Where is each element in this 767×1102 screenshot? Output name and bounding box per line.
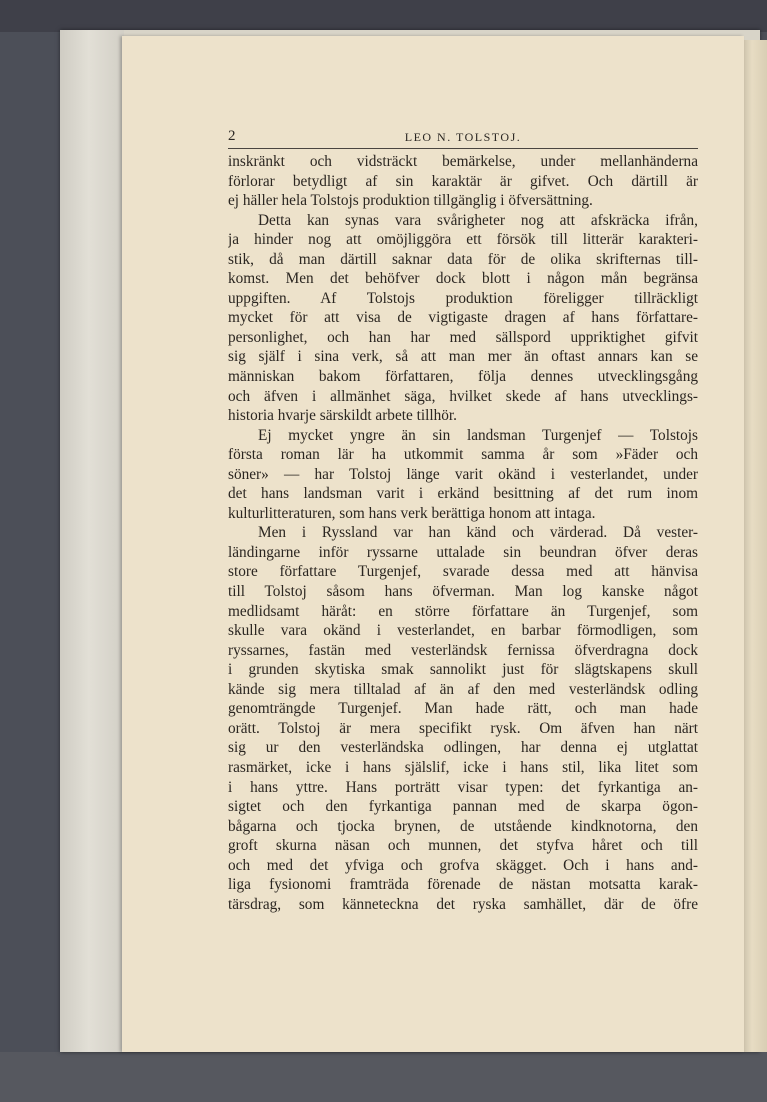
text-line: kulturlitteraturen, som hans verk berättiga honom att intaga. (228, 504, 596, 522)
text-line: orätt. Tolstoj är mera specifikt rysk. Om äfven han närt (228, 719, 698, 737)
text-line: sig ur den vesterländska odlingen, har denna ej utglattat (228, 739, 698, 757)
page-number: 2 (228, 128, 236, 144)
text-line: första roman lär ha utkommit samma år som »Fäder och (228, 446, 698, 464)
text-line: människan bakom författaren, följa dennes utvecklingsgång (228, 368, 698, 386)
text-line: sig själf i sina verk, så att man mer än oftast annars kan se (228, 348, 698, 366)
text-line: tärsdrag, som känneteckna det ryska samhället, där de öfre (228, 895, 698, 913)
text-line: liga fysionomi framträda förenade de nästan motsatta karak- (228, 876, 698, 894)
body-text (228, 152, 698, 914)
text-line: det hans landsman varit i erkänd besittning af det rum inom (228, 485, 698, 503)
text-line: till Tolstoj såsom hans öfverman. Man log kanske något (228, 583, 698, 601)
text-line: rasmärket, icke i hans själslif, icke i hans stil, lika litet som (228, 758, 698, 776)
running-title: LEO N. TOLSTOJ. (404, 130, 522, 144)
text-line: historia hvarje särskildt arbete tillhör. (228, 407, 457, 425)
text-line: stik, då man därtill saknar data för de olika skrifternas till- (228, 250, 698, 268)
scanner-backdrop-bottom (0, 1052, 767, 1102)
text-line: i grunden skytiska smak sannolikt just för slägtskapens skull (228, 661, 698, 679)
text-line: Detta kan synas vara svårigheter nog att afskräcka ifrån, (258, 211, 698, 229)
text-line: store författare Turgenjef, svarade dessa med att hänvisa (228, 563, 698, 581)
text-line: personlighet, och han har med sällspord uppriktighet gifvit (228, 328, 698, 346)
text-line: förlorar betydligt af sin karaktär är gifvet. Och därtill är (228, 172, 698, 190)
text-line: Men i Ryssland var han känd och värderad. Då vester- (258, 524, 698, 542)
text-line: inskränkt och vidsträckt bemärkelse, under mellanhänderna (228, 153, 698, 170)
cover-edge-strip (60, 30, 124, 1052)
running-header (228, 128, 698, 149)
text-line: groft skurna näsan och munnen, det styfva håret och till (228, 837, 698, 855)
text-line: kände sig mera tilltalad af än af den med vesterländsk odling (228, 680, 698, 698)
text-line: mycket för att visa de vigtigaste dragen af hans författare- (228, 309, 698, 327)
text-line: söner» — har Tolstoj länge varit okänd i vesterlandet, under (228, 465, 698, 483)
text-line: genomträngde Turgenjef. Man hade rätt, och man hade (228, 700, 698, 718)
page-right-edge (742, 40, 767, 1052)
text-line: Ej mycket yngre än sin landsman Turgenjef — Tolstojs (258, 426, 698, 444)
text-line: och äfven i allmänhet säga, hvilket skede af hans utvecklings- (228, 387, 698, 405)
text-line: uppgiften. Af Tolstojs produktion föreligger tillräckligt (228, 289, 698, 307)
text-line: ryssarnes, fastän med vesterländsk fernissa öfverdragna dock (228, 641, 698, 659)
text-line: ej häller hela Tolstojs produktion tillgänglig i öfversättning. (228, 192, 593, 210)
text-line: ja hinder nog att omöjliggöra ett försök till litterär karakteri- (228, 231, 698, 249)
text-line: sigtet och den fyrkantiga pannan med de skarpa ögon- (228, 798, 698, 816)
text-line: i hans yttre. Hans porträtt visar typen: det fyrkantiga an- (228, 778, 698, 796)
text-line: ländingarne inför ryssarne uttalade sin beundran öfver deras (228, 543, 698, 561)
text-line: komst. Men det behöfver dock blott i någon mån begränsa (228, 270, 698, 288)
text-line: skulle vara okänd i vesterlandet, en barbar förmodligen, som (228, 622, 698, 640)
text-line: och med det yfviga och grofva skägget. Och i hans and- (228, 856, 698, 874)
text-line: medlidsamt häråt: en större författare än Turgenjef, som (228, 602, 698, 620)
scanner-backdrop-top (0, 0, 767, 32)
text-line: bågarna och tjocka brynen, de utstående kindknotorna, den (228, 817, 698, 835)
